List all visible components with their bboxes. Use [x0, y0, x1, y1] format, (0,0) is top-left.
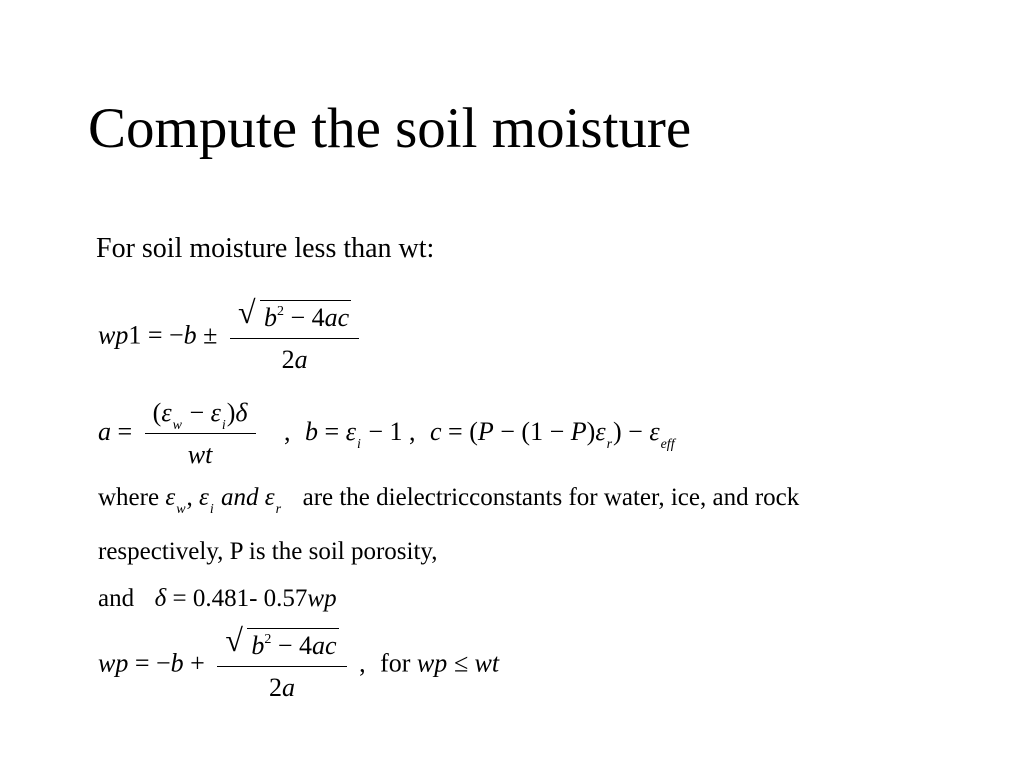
- and-label: and: [98, 585, 135, 612]
- definition-line-1: where $\varepsilon_w$, $\varepsilon_i$ and $\varepsilon_r$ are the dielectricconstants for water, ice, and rock: [98, 484, 800, 517]
- equation-wp: wp = −b + √ $b^2 - 4ac$ 2a , for wp ≤ wt: [98, 622, 500, 702]
- wp-fraction: √ $b^2 - 4ac$ 2a: [217, 628, 346, 703]
- where-text: where: [98, 484, 160, 511]
- delta-formula: = 0.481- 0.57: [172, 585, 308, 612]
- definition-tail: are the dielectricconstants for water, ice, and rock: [302, 484, 800, 511]
- wp1-fraction: √ $b^2 - 4ac$ 2a: [230, 300, 359, 375]
- condition-text: wp ≤ wt: [416, 648, 500, 678]
- equation-wp1: wp1 = −b ± √ $b^2 - 4ac$ 2a: [98, 300, 365, 375]
- definition-line-2: respectively, P is the soil porosity,: [98, 538, 438, 565]
- intro-text: For soil moisture less than wt:: [96, 233, 435, 264]
- delta-wp: wp: [307, 585, 337, 612]
- slide-title: Compute the soil moisture: [88, 97, 692, 160]
- delta-line: and δ = 0.481- 0.57wp: [98, 585, 337, 612]
- for-label: for: [380, 648, 411, 678]
- a-fraction: $\frac{(\varepsilon_w - \varepsilon_i)\delta}{wt}$: [145, 398, 256, 470]
- and-word: and: [221, 484, 259, 511]
- equation-abc: a = $\frac{(\varepsilon_w - \varepsilon_i)\delta}{wt}$ , $b = \varepsilon_i - 1$ , $c = (P - (1 - P)\varepsilon_r) - \varepsilon_{eff}$: [98, 398, 675, 469]
